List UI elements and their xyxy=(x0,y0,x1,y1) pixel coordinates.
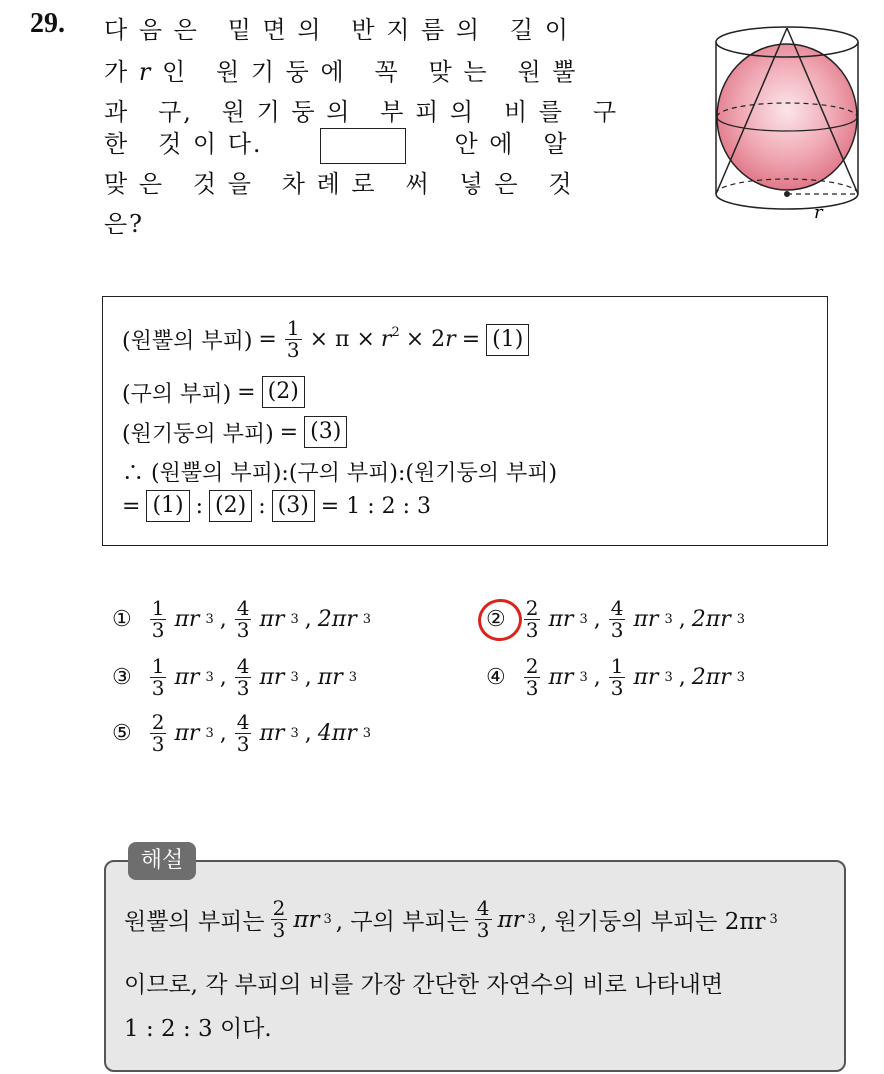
blank-1: (1) xyxy=(486,324,529,356)
cone-volume-row: (원뿔의 부피) = $\frac{1}{3}$ × π × r $^2$ × 2 r = (1) xyxy=(122,318,529,361)
question-line-4: 한 것 이 다. 안 에 알 xyxy=(104,124,569,164)
question-line-6: 은? xyxy=(104,210,145,238)
choice-4[interactable]: ④ $\frac{2}{3}$ πr 3 , $\frac{1}{3}$ πr 3 , 2πr 3 xyxy=(486,654,745,700)
cylinder-sphere-cone-figure xyxy=(712,14,862,230)
choice-1[interactable]: ① $\frac{1}{3}$ πr 3 , $\frac{4}{3}$ πr 3 , 2πr 3 xyxy=(112,596,371,642)
answer-blank-box xyxy=(320,128,406,164)
cylinder-volume-row: (원기둥의 부피) = (3) xyxy=(122,416,347,448)
explanation-line-1: 원뿔의 부피는 $\frac{2}{3}$ πr 3 , 구의 부피는 $\frac{4}{3}$ πr 3 , 원기둥의 부피는 2πr 3 xyxy=(124,896,778,942)
ratio-row: = (1) : (2) : (3) = 1 : 2 : 3 xyxy=(122,490,431,522)
explanation-line-2: 이므로, 각 부피의 비를 가장 간단한 자연수의 비로 나타내면 xyxy=(124,972,724,998)
choice-3[interactable]: ③ $\frac{1}{3}$ πr 3 , $\frac{4}{3}$ πr 3 , πr 3 xyxy=(112,654,357,700)
question-line-3: 과 구, 원 기 둥 의 부 피 의 비 를 구 xyxy=(104,98,619,126)
choice-5[interactable]: ⑤ $\frac{2}{3}$ πr 3 , $\frac{4}{3}$ πr 3 , 4πr 3 xyxy=(112,710,371,756)
blank-2: (2) xyxy=(262,376,305,408)
question-line-1: 다 음 은 밑 면 의 반 지 름 의 길 이 xyxy=(104,16,570,44)
sphere-volume-row: (구의 부피) = (2) xyxy=(122,376,305,408)
choice-2[interactable]: ② $\frac{2}{3}$ πr 3 , $\frac{4}{3}$ πr 3 , 2πr 3 xyxy=(486,598,745,641)
therefore-row: ∴ (원뿔의 부피):(구의 부피):(원기둥의 부피) xyxy=(122,461,558,486)
radius-label: r xyxy=(814,202,823,223)
question-number: 29. xyxy=(30,8,65,39)
question-line-5: 맞 은 것 을 차 례 로 써 넣 은 것 xyxy=(104,170,574,198)
question-line-2: 가 r 인 원 기 둥 에 꼭 맞 는 원 뿔 xyxy=(104,58,578,86)
explanation-tag: 해설 xyxy=(128,842,196,880)
explanation-line-3: 1 : 2 : 3 이다. xyxy=(124,1016,272,1042)
selected-circle-mark xyxy=(474,595,526,645)
blank-3: (3) xyxy=(304,416,347,448)
